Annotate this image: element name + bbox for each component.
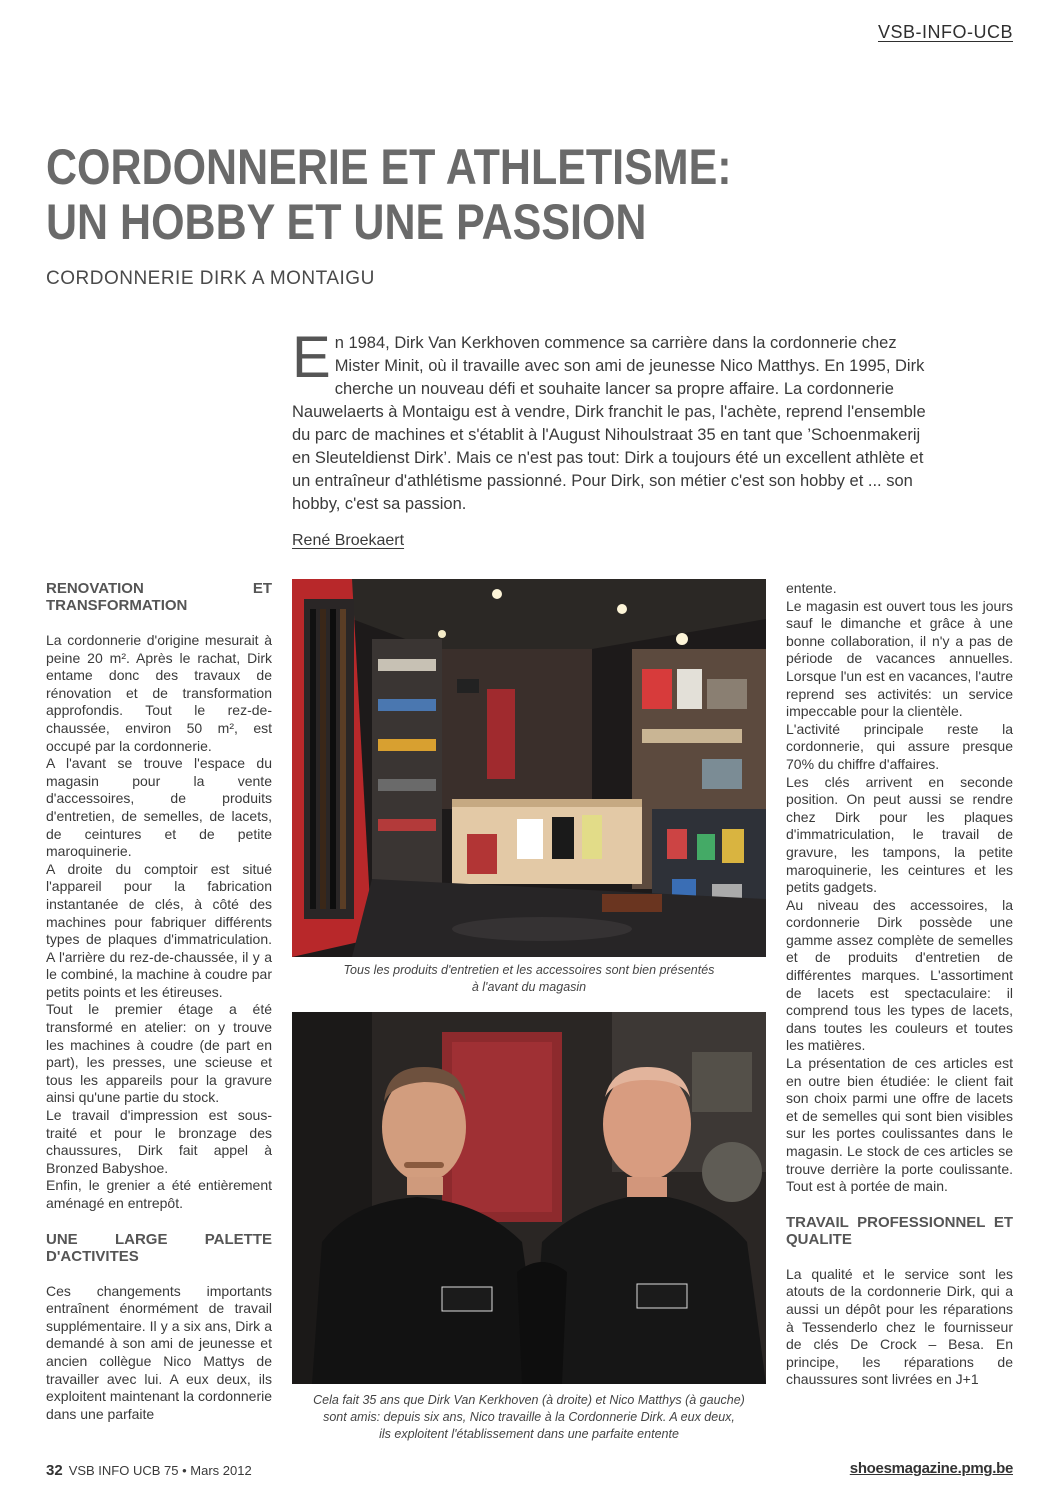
article-subtitle: CORDONNERIE DIRK A MONTAIGU (46, 268, 375, 289)
intro-paragraph (292, 325, 942, 516)
paragraph: La présentation de ces articles est en outre bien étudiée: le client fait son choix parmi une offre de lacets et de semelles qui sont bien visibles sur les portes coulissantes dans le magasin. Le stock de ces articles se trouve derrière la porte coulissante. Tout est à portée de main. (786, 1055, 1013, 1195)
owners-portrait-photo (292, 1012, 766, 1384)
paragraph: Enfin, le grenier a été entièrement aménagé en entrepôt. (46, 1177, 272, 1211)
caption-line: Cela fait 35 ans que Dirk Van Kerkhoven (à droite) et Nico Matthys (à gauche) (313, 1393, 745, 1407)
shop-interior-photo (292, 579, 766, 957)
paragraph: Les clés arrivent en seconde position. On peut aussi se rendre chez Dirk pour les plaques d'immatriculation, le travail de gravure, les tampons, la petite maroquinerie, les ceintures et les petits gadgets. (786, 773, 1013, 896)
paragraph: Le travail d'impression est sous-traité et pour le bronzage des chaussures, Dirk fait appel à Bronzed Babyshoe. (46, 1107, 272, 1176)
owners-photo-caption (292, 1392, 766, 1443)
shop-photo-caption (292, 962, 766, 996)
caption-line: ils exploitent l'établissement dans une parfaite entente (379, 1427, 679, 1441)
page-number: 32 (46, 1462, 63, 1479)
heading-qualite: TRAVAIL PROFESSIONNEL ET QUALITE (786, 1213, 1013, 1248)
paragraph: Tout le premier étage a été transformé en atelier: on y trouve les machines à coudre (de part en part), les presses, une scieuse et tous les appareils pour la gravure ainsi qu'une partie du stock. (46, 1001, 272, 1106)
paragraph: A l'avant se trouve l'espace du magasin pour la vente d'accessoires, de produits d'entretien, de semelles, de lacets, de ceintures et de petite maroquinerie. (46, 755, 272, 860)
article-title (46, 140, 820, 250)
intro-text: n 1984, Dirk Van Kerkhoven commence sa carrière dans la cordonnerie chez Mister Minit, où il travaille avec son ami de jeunesse Nico Matthys. En 1995, Dirk cherche un nouveau défi et souhaite lancer sa propre affaire. La cordonnerie Nauwelaerts à Montaigu est à vendre, Dirk franchit le pas, l'achète, reprend l'ensemble du parc de machines et s'établit à l'August Nihoulstraat 35 en tant que ’Schoenmakerij en Sleuteldienst Dirk’. Mais ce n'est pas tout: Dirk a toujours été un excellent athlète et un entraîneur d'athlétisme passionné. Pour Dirk, son métier c'est son hobby et ... son hobby, c'est sa passion. (292, 334, 926, 513)
paragraph: Au niveau des accessoires, la cordonnerie Dirk possède une gamme assez complète de semelles et de produits d'entretien de différentes marques. L'assortiment de lacets est spectaculaire: il comprend tous les types de lacets, dans toutes les couleurs et toutes les matières. (786, 896, 1013, 1054)
website-link[interactable]: shoesmagazine.pmg.be (849, 1460, 1013, 1477)
section-tag: VSB-INFO-UCB (877, 22, 1013, 42)
caption-line: Tous les produits d'entretien et les accessoires sont bien présentés (343, 963, 715, 977)
paragraph: La qualité et le service sont les atouts de la cordonnerie Dirk, qui a aussi un dépôt pour les réparations à Tessenderlo chez le fournisseur de clés De Crock – Besa. En principe, les réparations de chaussures sont livrées en J+1 (786, 1265, 1013, 1388)
caption-line: sont amis: depuis six ans, Nico travaille à la Cordonnerie Dirk. A eux deux, (323, 1410, 735, 1424)
author-byline: René Broekaert (292, 532, 405, 549)
paragraph: L'activité principale reste la cordonnerie, qui assure presque 70% du chiffre d'affaires. (786, 720, 1013, 772)
caption-line: à l'avant du magasin (471, 980, 587, 994)
issue-label: VSB INFO UCB 75 • Mars 2012 (68, 1463, 252, 1478)
left-column (46, 580, 272, 1423)
title-line-2: UN HOBBY ET UNE PASSION (46, 194, 647, 250)
drop-cap: E (292, 325, 331, 390)
heading-activites: UNE LARGE PALETTE D'ACTIVITES (46, 1230, 272, 1265)
paragraph: Le magasin est ouvert tous les jours sauf le dimanche et grâce à une bonne collaboration, il n'y a pas de période de vacances annuelles. Lorsque l'un est en vacances, l'autre reprend ses activités: un service impeccable pour la clientèle. (786, 597, 1013, 720)
paragraph: La cordonnerie d'origine mesurait à peine 20 m². Après le rachat, Dirk entame donc des travaux de rénovation et de transformation approfondis. Tout le rez-de-chaussée, environ 50 m², est occupé par la cordonnerie. (46, 632, 272, 754)
title-line-1: CORDONNERIE ET ATHLETISME: (46, 139, 732, 195)
paragraph: A droite du comptoir est situé l'appareil pour la fabrication instantanée de clés, à côté des machines pour fabriquer différents types de plaques d'immatriculation. A l'arrière du rez-de-chaussée, il y a le combiné, la machine à coudre par petits points et les étireuses. (46, 860, 272, 1000)
footer-issue-info (46, 1462, 252, 1479)
right-column (786, 580, 1013, 1389)
heading-renovation: RENOVATION ET TRANSFORMATION (46, 580, 272, 614)
paragraph: entente. (786, 580, 837, 596)
paragraph: Ces changements importants entraînent énormément de travail supplémentaire. Il y a six ans, Dirk a demandé à son ami de jeunesse et ancien collègue Nico Mattys de travailler avec lui. A eux deux, ils exploitent maintenant la cordonnerie dans une parfaite (46, 1282, 272, 1422)
